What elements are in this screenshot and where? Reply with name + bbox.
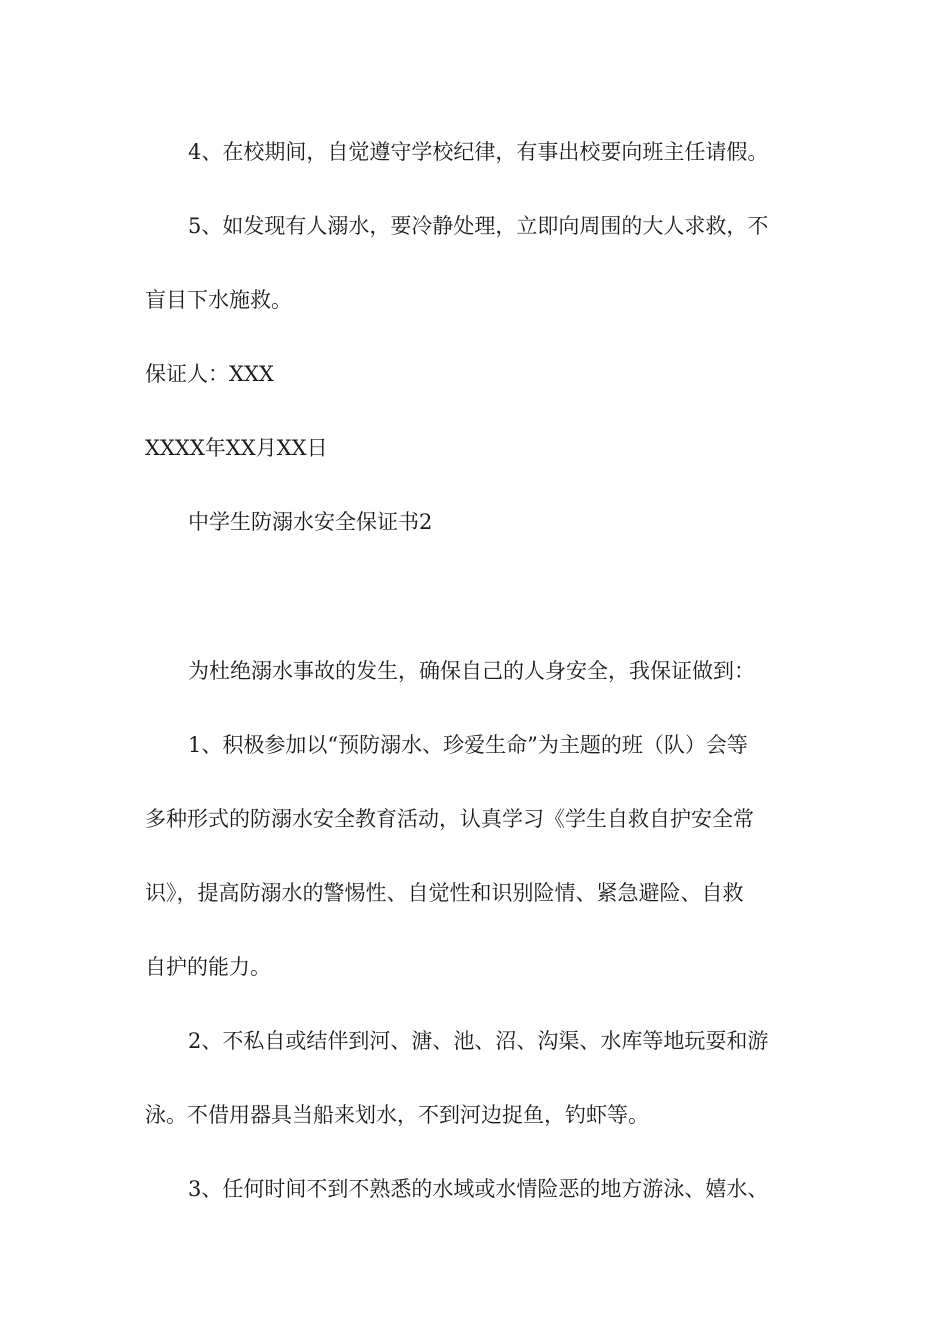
paragraph-item-5-line-1: 5、如发现有人溺水，要冷静处理，立即向周围的大人求救，不 — [188, 214, 769, 238]
guarantor-signature-line: 保证人：XXX — [145, 362, 274, 386]
item-1-line-3: 识》，提高防溺水的警惕性、自觉性和识别险情、紧急避险、自救 — [145, 881, 744, 905]
item-2-line-1: 2、不私自或结伴到河、溏、池、沼、沟渠、水库等地玩耍和游 — [188, 1029, 769, 1053]
item-3-line-1: 3、任何时间不到不熟悉的水域或水情险恶的地方游泳、嬉水、 — [188, 1177, 769, 1201]
paragraph-item-5-line-2: 盲目下水施救。 — [145, 288, 292, 312]
section-title: 中学生防溺水安全保证书2 — [188, 510, 433, 534]
date-line: XXXX年XX月XX日 — [145, 436, 328, 460]
paragraph-item-4: 4、在校期间，自觉遵守学校纪律，有事出校要向班主任请假。 — [188, 140, 769, 164]
item-1-line-2: 多种形式的防溺水安全教育活动，认真学习《学生自救自护安全常 — [145, 807, 754, 831]
item-1-line-1: 1、积极参加以“预防溺水、珍爱生命”为主题的班（队）会等 — [188, 733, 748, 757]
intro-paragraph: 为杜绝溺水事故的发生，确保自己的人身安全，我保证做到： — [188, 659, 755, 683]
item-1-line-4: 自护的能力。 — [145, 955, 271, 979]
item-2-line-2: 泳。不借用器具当船来划水，不到河边捉鱼，钓虾等。 — [145, 1103, 649, 1127]
